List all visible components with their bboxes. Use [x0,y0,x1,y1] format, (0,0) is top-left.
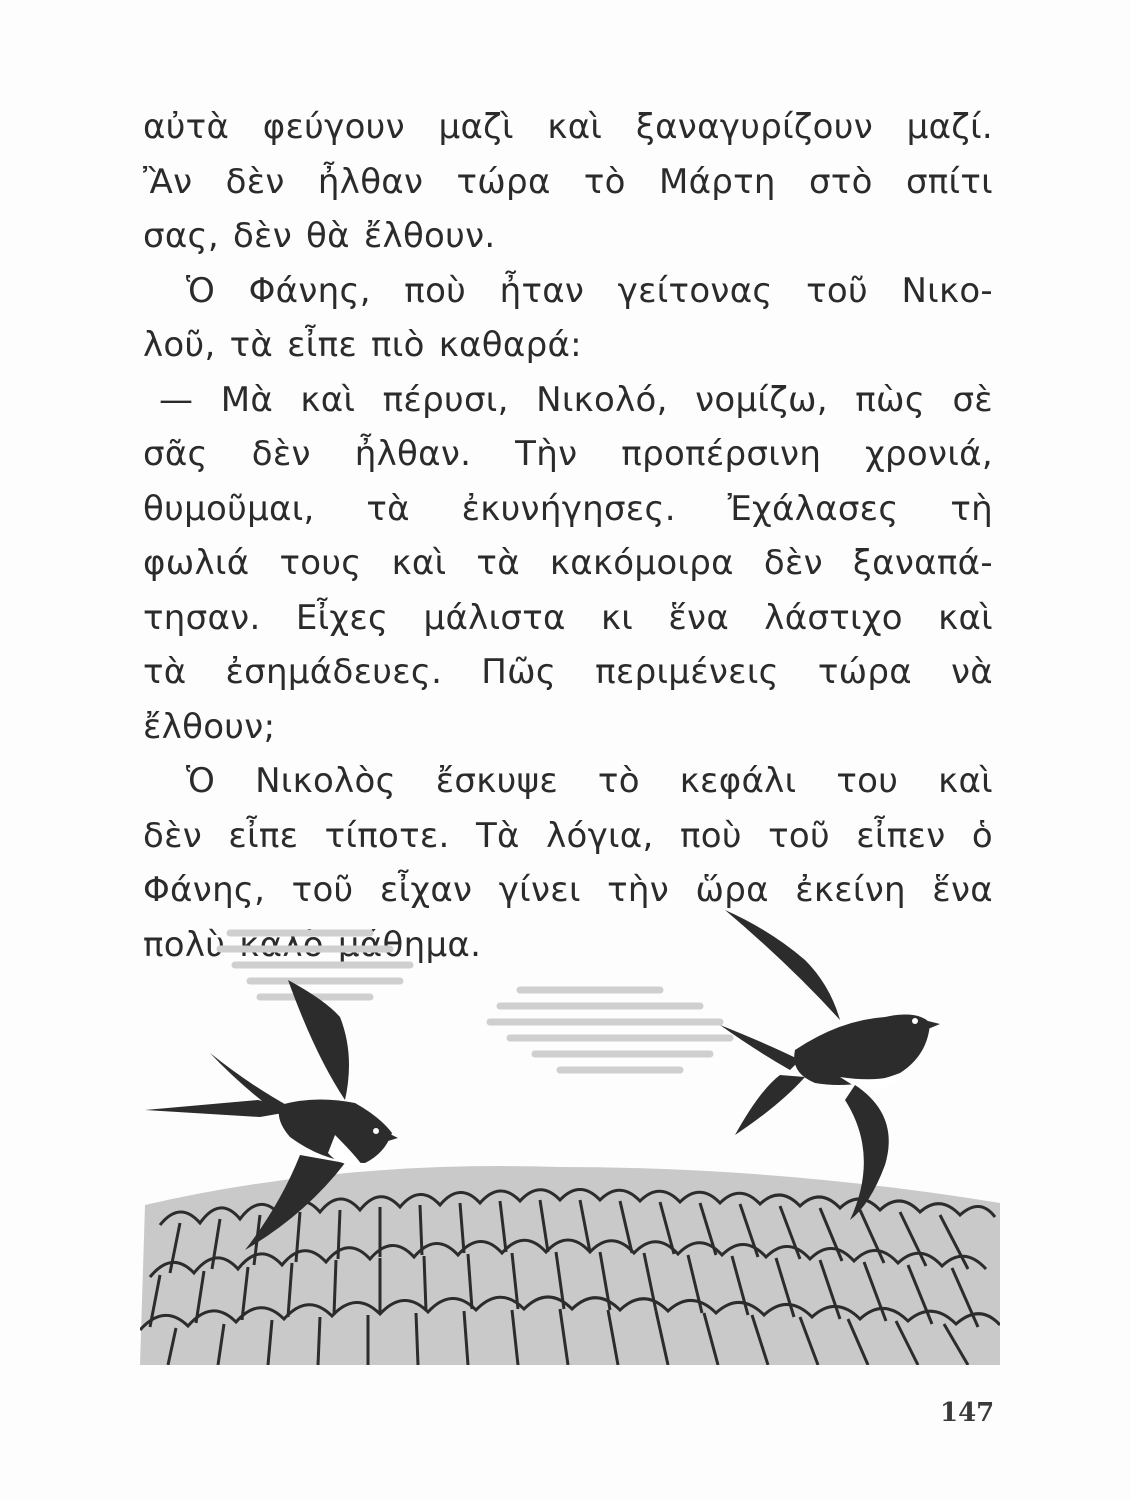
word: σᾶς [143,434,208,474]
word: τὰ [476,543,520,583]
word: δὲν [251,434,311,474]
word: θυμοῦμαι, [143,488,315,529]
word: λόγια, [546,815,654,856]
word: τους [279,543,362,583]
word: ἦλθαν. [354,434,472,474]
word: καλὸ [239,924,324,965]
word: εἶχαν [379,870,473,910]
text-line [143,264,993,319]
word: καθαρά: [438,325,582,365]
text-line [143,318,993,373]
swallow-right [720,910,940,1220]
word: λοῦ, [143,325,216,365]
word: Νικο- [901,270,993,311]
tiled-roof [140,1166,1000,1365]
text-line [143,100,993,155]
word: τὴ [950,488,993,529]
word: Μὰ [220,379,274,420]
word: Ἂν [143,161,193,202]
word: λάστιχο [764,597,903,638]
word: τὰ [366,488,410,529]
word: τοῦ [806,270,868,311]
word: τὸ [597,761,640,801]
text-line [143,209,993,264]
word: καὶ [547,107,603,147]
word: προπέρσινη [621,434,822,474]
word: ἔλθουν. [363,216,496,256]
word: ἕνα [932,870,993,910]
word: Φάνης, [248,270,371,311]
word: σπίτι [905,161,993,202]
word: Ἐχάλασες [727,488,899,529]
word: δὲν [232,216,293,256]
word: μαζὶ [438,107,514,147]
word: ἐκυνήγησες. [461,488,676,529]
word: πολὺ [143,924,226,965]
word: μαζί. [906,107,993,147]
word: τὴν [607,870,670,910]
word: τὰ [229,325,274,365]
word: ἦλθαν [317,161,424,202]
word: γίνει [498,870,581,910]
text-line [143,809,993,864]
word: στὸ [809,161,873,202]
word: καὶ [938,597,993,638]
word: δὲν [143,815,203,856]
word: Τὰ [475,815,520,856]
word: πιὸ [371,325,425,365]
word: φωλιά [143,543,250,583]
word: νομίζω, [695,379,828,420]
word: ἦταν [499,270,585,311]
word: ξαναπά- [852,543,993,583]
word: καὶ [300,379,356,420]
word: ἕνα [668,597,730,638]
word: Νικολό, [536,379,668,420]
word: καὶ [391,543,447,583]
word: του [836,761,899,801]
word: πέρυσι, [382,379,509,420]
word: τησαν. [143,597,261,638]
word: εἶπεν [856,815,946,856]
word: σας, [143,216,219,256]
word: Εἶχες [295,597,389,638]
word: Τὴν [515,434,578,474]
word: — [159,379,194,420]
word: Φάνης, [143,870,266,910]
swallows-illustration [140,905,1000,1365]
word: κι [600,597,634,638]
word: αὐτὰ [143,107,230,147]
word: δὲν [225,161,285,202]
word: τώρα [817,652,913,692]
word: ξαναγυρίζουν [635,107,874,147]
body-text [143,100,993,972]
word: μάθημα. [337,924,482,965]
word: εἶπε [287,325,358,365]
word: Ὁ [186,761,216,801]
word: ἐκείνη [795,870,906,910]
word: πὼς [855,379,926,420]
text-line [143,427,993,482]
word: δὲν [763,543,823,583]
word: γείτονας [617,270,773,311]
text-line [143,700,993,755]
word: τίποτε. [324,815,450,856]
word: σὲ [952,379,993,420]
word: ὁ [971,815,993,856]
word: ἐσημάδευες. [225,652,443,692]
word: ἔλθουν; [143,706,276,747]
word: ποὺ [679,815,742,856]
text-line [143,536,993,591]
page-number: 147 [940,1398,995,1428]
word: Μάρτη [658,161,776,202]
word: ἔσκυψε [435,761,558,801]
text-line [143,482,993,537]
word: ὥρα [695,870,769,910]
word: τὸ [583,161,626,202]
word: θὰ [306,216,350,256]
text-line [143,645,993,700]
word: φεύγουν [262,107,405,147]
text-line [143,591,993,646]
word: Ὁ [186,270,216,311]
word: τὰ [143,652,187,692]
word: τοῦ [768,815,830,856]
word: κακόμοιρα [549,543,734,583]
text-line [143,754,993,809]
word: μάλιστα [423,597,566,638]
word: περιμένεις [595,652,779,692]
word: νὰ [950,652,993,692]
word: τώρα [456,161,551,202]
word: Νικολὸς [255,761,396,801]
word: εἶπε [228,815,299,856]
word: ποὺ [404,270,467,311]
word: Πῶς [481,652,557,692]
word: καὶ [938,761,993,801]
word: τοῦ [291,870,354,910]
text-line [143,155,993,210]
word: κεφάλι [679,761,797,801]
word: χρονιά, [865,434,993,474]
text-line [143,373,993,428]
